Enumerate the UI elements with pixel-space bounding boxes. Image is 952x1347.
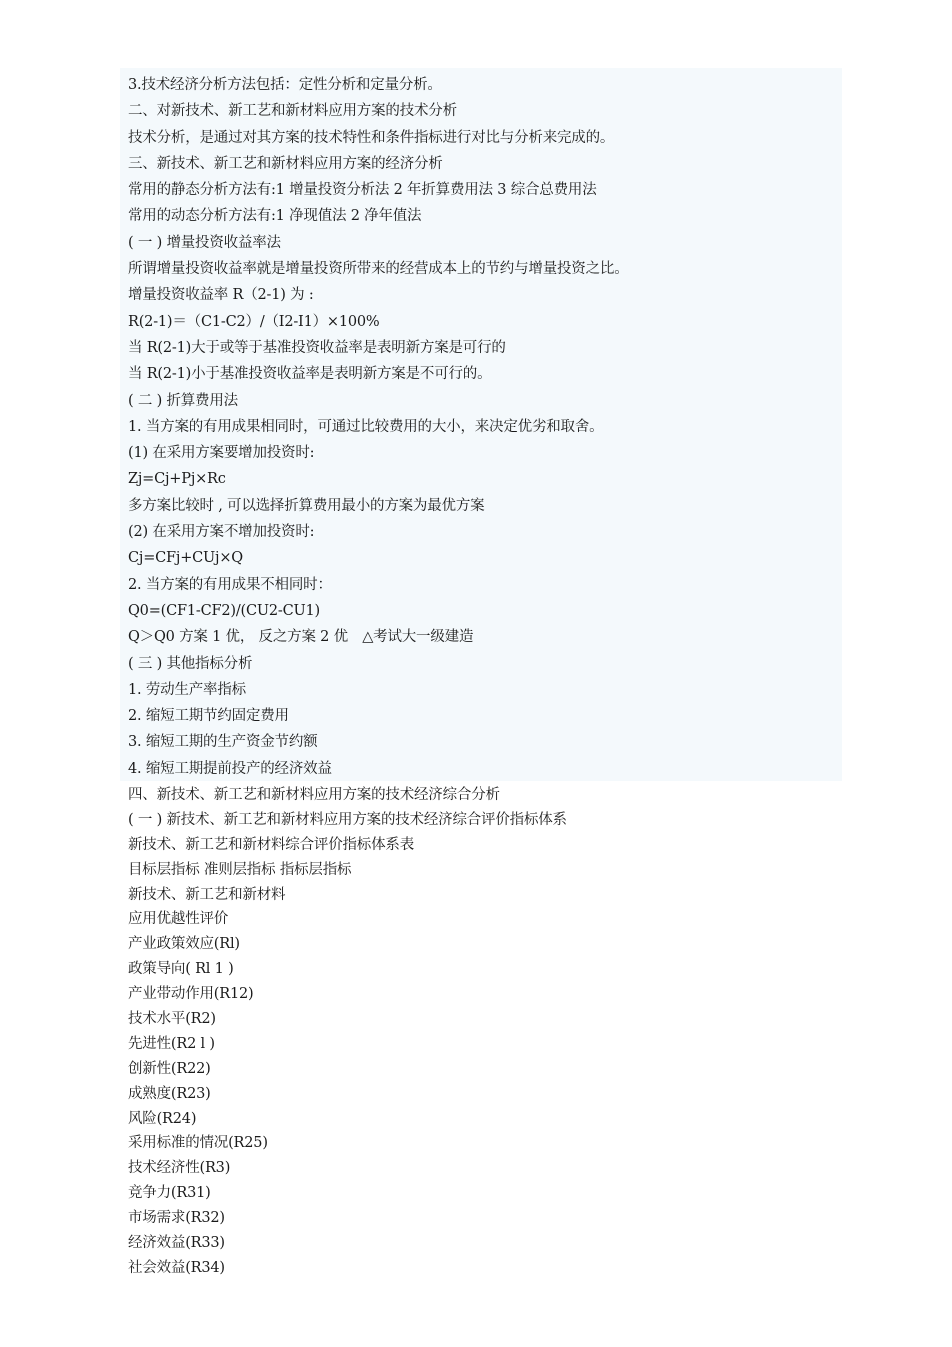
text-line: ( 二 ) 折算费用法 (128, 392, 238, 409)
text-line: Cj=CFj+CUj×Q (128, 550, 243, 567)
text-line: 风险(R24) (128, 1110, 197, 1127)
text-line: 目标层指标 准则层指标 指标层指标 (128, 861, 352, 878)
text-line: 应用优越性评价 (128, 911, 229, 928)
text-line: 成熟度(R23) (128, 1085, 211, 1102)
text-line: 2. 当方案的有用成果不相同时： (128, 576, 332, 593)
text-line: 经济效益(R33) (128, 1235, 225, 1252)
text-line: 当 R(2-1)大于或等于基准投资收益率是表明新方案是可行的 (128, 339, 506, 356)
text-line: 1. 劳动生产率指标 (128, 681, 246, 698)
text-line: 三、新技术、新工艺和新材料应用方案的经济分析 (128, 155, 443, 172)
text-line: 技术经济性(R3) (128, 1160, 231, 1177)
text-line: 新技术、新工艺和新材料综合评价指标体系表 (128, 836, 414, 853)
text-line: (1) 在采用方案要增加投资时: (128, 445, 315, 462)
text-line: (2) 在采用方案不增加投资时: (128, 524, 315, 541)
text-line: Q＞Q0 方案 1 优， 反之方案 2 优 △考试大一级建造 (128, 629, 474, 646)
text-line: 社会效益(R34) (128, 1259, 225, 1276)
text-line: 多方案比较时 , 可以选择折算费用最小的方案为最优方案 (128, 497, 485, 514)
text-line: 四、新技术、新工艺和新材料应用方案的技术经济综合分析 (128, 787, 500, 803)
text-line: 二、对新技术、新工艺和新材料应用方案的技术分析 (128, 103, 457, 120)
text-line: 先进性(R2 l ) (128, 1035, 215, 1052)
text-line: ( 三 ) 其他指标分析 (128, 655, 253, 672)
text-line: 创新性(R22) (128, 1060, 211, 1077)
text-line: 常用的静态分析方法有:1 增量投资分析法 2 年折算费用法 3 综合总费用法 (128, 182, 597, 199)
text-line: 政策导向( Rl 1 ) (128, 961, 234, 978)
text-line: R(2-1)＝（C1-C2）/（I2-I1）×100% (128, 313, 380, 330)
text-line: 3.技术经济分析方法包括：定性分析和定量分析。 (128, 77, 442, 93)
text-line: 竞争力(R31) (128, 1185, 211, 1202)
text-line: 新技术、新工艺和新材料 (128, 886, 286, 903)
plain-text-block (128, 783, 848, 1281)
text-line: 常用的动态分析方法有:1 净现值法 2 净年值法 (128, 208, 422, 225)
text-line: Zj=Cj+Pj×Rc (128, 471, 226, 488)
text-line: ( 一 ) 增量投资收益率法 (128, 234, 281, 251)
text-line: 1. 当方案的有用成果相同时，可通过比较费用的大小，来决定优劣和取舍。 (128, 418, 604, 435)
text-line: 产业政策效应(Rl) (128, 936, 240, 953)
text-line: 所谓增量投资收益率就是增量投资所带来的经营成本上的节约与增量投资之比。 (128, 261, 629, 278)
text-line: 采用标准的情况(R25) (128, 1135, 268, 1152)
text-line: 技术分析，是通过对其方案的技术特性和条件指标进行对比与分析来完成的。 (128, 129, 615, 146)
text-line: 增量投资收益率 R（2-1) 为 : (128, 287, 314, 304)
text-line: ( 一 ) 新技术、新工艺和新材料应用方案的技术经济综合评价指标体系 (128, 811, 567, 828)
text-line: Q0=(CF1-CF2)/(CU2-CU1) (128, 602, 321, 619)
text-line: 2. 缩短工期节约固定费用 (128, 708, 289, 725)
text-line: 当 R(2-1)小于基准投资收益率是表明新方案是不可行的。 (128, 366, 492, 383)
text-line: 技术水平(R2) (128, 1011, 216, 1028)
text-line: 产业带动作用(R12) (128, 986, 254, 1003)
text-line: 市场需求(R32) (128, 1210, 225, 1227)
text-line: 3. 缩短工期的生产资金节约额 (128, 734, 318, 751)
text-line: 4. 缩短工期提前投产的经济效益 (128, 760, 332, 777)
shaded-text-block (128, 72, 848, 782)
